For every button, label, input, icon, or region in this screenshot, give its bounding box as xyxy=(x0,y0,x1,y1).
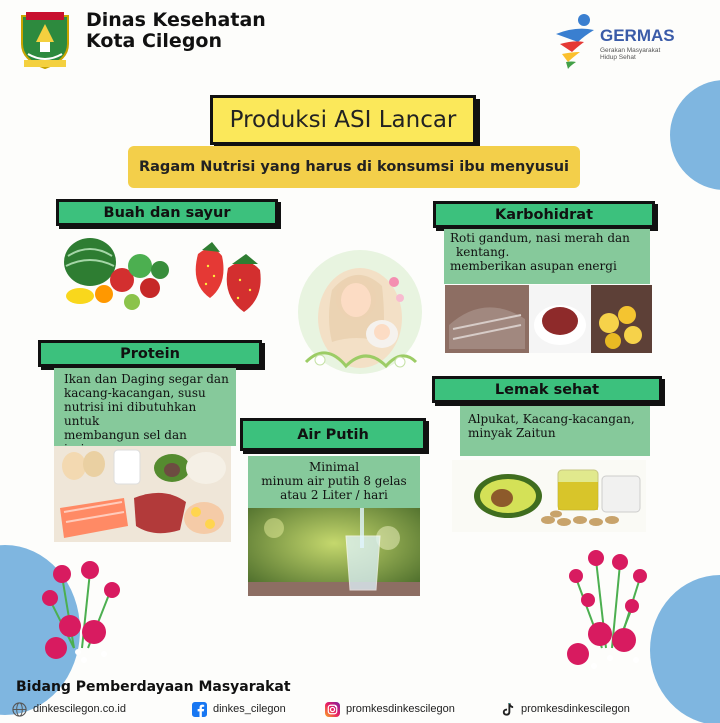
protein-foods-image xyxy=(54,446,231,542)
footer-website[interactable] xyxy=(12,700,126,718)
heading-lemak-sehat xyxy=(432,376,662,403)
org-line-1: Dinas Kesehatan xyxy=(86,9,266,31)
rose-bouquet-right-image xyxy=(560,548,656,676)
panel-lemak-sehat xyxy=(460,406,650,456)
org-title xyxy=(86,10,266,52)
karbohidrat-text-2: kentang. xyxy=(456,245,510,259)
heading-protein-label: Protein xyxy=(120,345,180,362)
healthy-fats-image xyxy=(452,460,646,532)
protein-text-4: membangun sel dan xyxy=(64,428,187,442)
protein-text-1: Ikan dan Daging segar dan xyxy=(64,372,229,386)
lemak-sehat-text-2: minyak Zaitun xyxy=(468,426,556,440)
instagram-icon xyxy=(325,702,340,717)
heading-air-putih xyxy=(240,418,426,451)
protein-text-3: nutrisi ini dibutuhkan untuk xyxy=(64,400,197,428)
org-line-2: Kota Cilegon xyxy=(86,30,222,52)
footer-instagram[interactable] xyxy=(325,700,455,718)
lemak-sehat-text-1: Alpukat, Kacang-kacangan, xyxy=(468,412,635,426)
footer-title: Bidang Pemberdayaan Masyarakat xyxy=(16,679,291,695)
germas-logo xyxy=(554,12,694,70)
panel-protein xyxy=(54,368,236,446)
footer-tiktok[interactable] xyxy=(500,700,630,718)
tiktok-icon xyxy=(500,702,515,717)
air-putih-text-2: minum air putih 8 gelas xyxy=(261,474,407,488)
globe-icon xyxy=(12,702,27,717)
air-putih-text-1: Minimal xyxy=(308,460,360,474)
heading-buah-sayur xyxy=(56,199,278,226)
fruits-vegetables-image xyxy=(60,232,272,318)
main-title-box xyxy=(210,95,476,145)
air-putih-text-3: atau 2 Liter / hari xyxy=(280,488,388,502)
panel-air-putih xyxy=(248,456,420,508)
karbohidrat-text-3: memberikan asupan energi xyxy=(450,259,617,273)
germas-tagline-1: Gerakan Masyarakat xyxy=(600,47,661,54)
carbohydrates-image xyxy=(445,285,652,353)
water-glass-image xyxy=(248,508,420,596)
subtitle-bar xyxy=(128,146,580,188)
footer-facebook[interactable] xyxy=(192,700,286,718)
germas-figure-icon xyxy=(554,12,598,70)
decorative-circle xyxy=(670,80,720,190)
germas-word: GERMAS xyxy=(600,26,675,45)
heading-buah-sayur-label: Buah dan sayur xyxy=(103,204,231,221)
heading-karbohidrat xyxy=(433,201,655,228)
heading-air-putih-label: Air Putih xyxy=(297,426,369,443)
mother-baby-illustration xyxy=(286,242,434,388)
kota-cilegon-emblem-icon xyxy=(18,10,72,70)
footer-facebook-text: dinkes_cilegon xyxy=(213,703,286,715)
heading-protein xyxy=(38,340,262,367)
footer-instagram-text: promkesdinkescilegon xyxy=(346,703,455,715)
decorative-circle xyxy=(650,575,720,723)
subtitle: Ragam Nutrisi yang harus di konsumsi ibu menyusui xyxy=(138,159,569,175)
heading-lemak-sehat-label: Lemak sehat xyxy=(494,381,600,398)
panel-karbohidrat xyxy=(444,229,650,284)
footer-website-text: dinkescilegon.co.id xyxy=(33,703,126,715)
germas-tagline-2: Hidup Sehat xyxy=(600,54,636,61)
karbohidrat-text-1: Roti gandum, nasi merah dan xyxy=(450,231,630,245)
protein-text-2: kacang-kacangan, susu xyxy=(64,386,206,400)
heading-karbohidrat-label: Karbohidrat xyxy=(494,206,594,223)
facebook-icon xyxy=(192,702,207,717)
germas-tagline xyxy=(600,47,680,61)
footer-tiktok-text: promkesdinkescilegon xyxy=(521,703,630,715)
rose-bouquet-left-image xyxy=(34,556,130,670)
main-title: Produksi ASI Lancar xyxy=(229,107,457,133)
